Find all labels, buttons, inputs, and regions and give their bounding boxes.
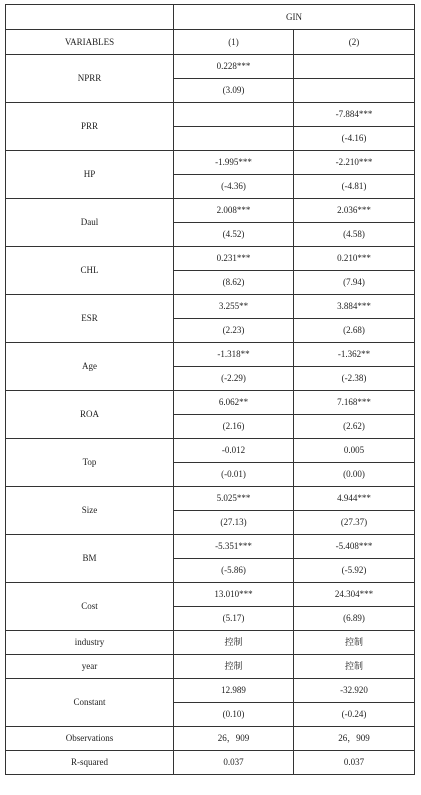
- control-row-industry: [6, 631, 415, 655]
- table-row: [6, 295, 415, 319]
- coef-col1: -1.318**: [174, 343, 294, 367]
- column-2-header: (2): [294, 30, 415, 55]
- header-row-depvar: [6, 5, 415, 30]
- tstat-col2: (-4.16): [294, 127, 415, 151]
- column-1-header: (1): [174, 30, 294, 55]
- tstat-col1: (-2.29): [174, 367, 294, 391]
- coef-col2: 0.210***: [294, 247, 415, 271]
- coef-col2: -1.362**: [294, 343, 415, 367]
- table-row: [6, 151, 415, 175]
- tstat-col2: (-4.81): [294, 175, 415, 199]
- coef-col1: 0.231***: [174, 247, 294, 271]
- constant-tstat-col1: (0.10): [174, 703, 294, 727]
- coef-col1: [174, 103, 294, 127]
- tstat-col2: (2.62): [294, 415, 415, 439]
- tstat-col2: (7.94): [294, 271, 415, 295]
- constant-coef-col1: 12.989: [174, 679, 294, 703]
- control-col1: 控制: [174, 631, 294, 655]
- table-row: [6, 199, 415, 223]
- coef-col1: -1.995***: [174, 151, 294, 175]
- header-blank-cell: [6, 5, 174, 30]
- variable-name: NPRR: [6, 55, 174, 103]
- regression-table-container: [5, 4, 415, 775]
- rsquared-label: R-squared: [6, 751, 174, 775]
- tstat-col2: (6.89): [294, 607, 415, 631]
- variable-name: Top: [6, 439, 174, 487]
- rsquared-col1: 0.037: [174, 751, 294, 775]
- variable-name: Age: [6, 343, 174, 391]
- variable-name: Daul: [6, 199, 174, 247]
- constant-coef-col2: -32.920: [294, 679, 415, 703]
- tstat-col2: [294, 79, 415, 103]
- control-col1: 控制: [174, 655, 294, 679]
- coef-col2: [294, 55, 415, 79]
- variable-name: ROA: [6, 391, 174, 439]
- tstat-col1: (8.62): [174, 271, 294, 295]
- tstat-col1: (5.17): [174, 607, 294, 631]
- coef-col1: -0.012: [174, 439, 294, 463]
- coef-col2: -7.884***: [294, 103, 415, 127]
- coef-col1: 3.255**: [174, 295, 294, 319]
- coef-col1: 0.228***: [174, 55, 294, 79]
- tstat-col1: (2.16): [174, 415, 294, 439]
- coef-col2: 7.168***: [294, 391, 415, 415]
- coef-col1: 2.008***: [174, 199, 294, 223]
- coef-col2: 3.884***: [294, 295, 415, 319]
- table-row: [6, 439, 415, 463]
- constant-name: Constant: [6, 679, 174, 727]
- variable-name: Size: [6, 487, 174, 535]
- tstat-col2: (2.68): [294, 319, 415, 343]
- control-row-year: [6, 655, 415, 679]
- tstat-col1: (-0.01): [174, 463, 294, 487]
- observations-col2: 26，909: [294, 727, 415, 751]
- tstat-col2: (-2.38): [294, 367, 415, 391]
- header-row-columns: [6, 30, 415, 55]
- table-row: [6, 583, 415, 607]
- variable-name: PRR: [6, 103, 174, 151]
- variable-name: HP: [6, 151, 174, 199]
- tstat-col1: [174, 127, 294, 151]
- tstat-col2: (27.37): [294, 511, 415, 535]
- tstat-col1: (3.09): [174, 79, 294, 103]
- rsquared-row: [6, 751, 415, 775]
- tstat-col1: (4.52): [174, 223, 294, 247]
- control-name: industry: [6, 631, 174, 655]
- table-row: [6, 247, 415, 271]
- variable-name: Cost: [6, 583, 174, 631]
- control-col2: 控制: [294, 631, 415, 655]
- regression-table: [5, 4, 415, 775]
- rsquared-col2: 0.037: [294, 751, 415, 775]
- tstat-col1: (-4.36): [174, 175, 294, 199]
- coef-col2: -2.210***: [294, 151, 415, 175]
- variable-name: BM: [6, 535, 174, 583]
- observations-row: [6, 727, 415, 751]
- control-name: year: [6, 655, 174, 679]
- coef-col2: -5.408***: [294, 535, 415, 559]
- coef-col1: 5.025***: [174, 487, 294, 511]
- coef-col1: 6.062**: [174, 391, 294, 415]
- table-row: [6, 487, 415, 511]
- dependent-variable-header: GIN: [174, 5, 415, 30]
- tstat-col1: (-5.86): [174, 559, 294, 583]
- constant-row: [6, 679, 415, 703]
- table-row: [6, 535, 415, 559]
- tstat-col2: (-5.92): [294, 559, 415, 583]
- coef-col1: 13.010***: [174, 583, 294, 607]
- coef-col2: 4.944***: [294, 487, 415, 511]
- variable-name: ESR: [6, 295, 174, 343]
- constant-tstat-col2: (-0.24): [294, 703, 415, 727]
- coef-col2: 24.304***: [294, 583, 415, 607]
- tstat-col2: (0.00): [294, 463, 415, 487]
- coef-col1: -5.351***: [174, 535, 294, 559]
- coef-col2: 2.036***: [294, 199, 415, 223]
- tstat-col2: (4.58): [294, 223, 415, 247]
- table-row: [6, 103, 415, 127]
- tstat-col1: (2.23): [174, 319, 294, 343]
- coef-col2: 0.005: [294, 439, 415, 463]
- variable-name: CHL: [6, 247, 174, 295]
- tstat-col1: (27.13): [174, 511, 294, 535]
- table-row: [6, 55, 415, 79]
- table-row: [6, 391, 415, 415]
- control-col2: 控制: [294, 655, 415, 679]
- variables-header: VARIABLES: [6, 30, 174, 55]
- table-row: [6, 343, 415, 367]
- observations-label: Observations: [6, 727, 174, 751]
- observations-col1: 26，909: [174, 727, 294, 751]
